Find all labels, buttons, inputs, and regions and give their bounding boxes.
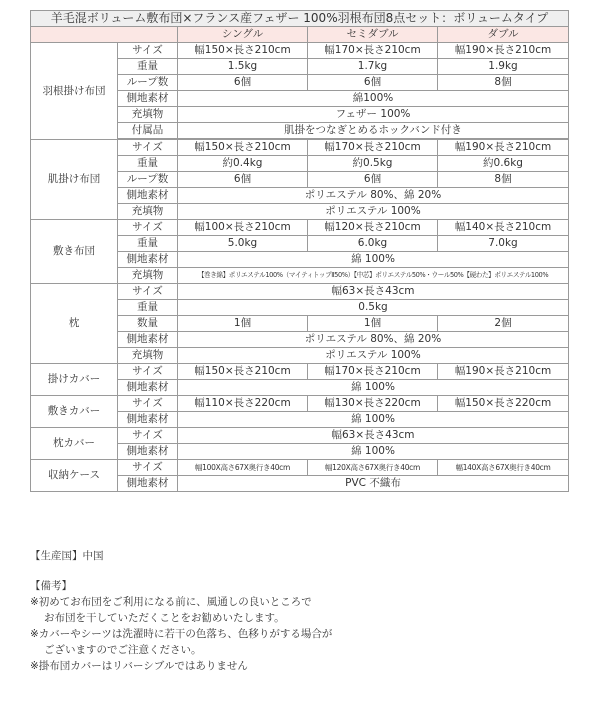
cell: 【巻き綿】ポリエステル100%（マイティトップⅡ50%）【中芯】ポリエステル50%・ウール50%【硬わた】ポリエステル100% (178, 268, 569, 284)
remark-line: ※初めてお布団をご利用になる前に、風通しの良いところで (30, 596, 312, 608)
cell: 6個 (178, 75, 308, 91)
attr-label: サイズ (118, 428, 178, 444)
cell: 幅100X高さ67X奥行き40cm (178, 460, 308, 476)
cell: 綿 100% (178, 444, 569, 460)
cell: 幅150×長さ210cm (178, 140, 308, 156)
cell: 綿 100% (178, 412, 569, 428)
cell: 幅120X高さ67X奥行き40cm (308, 460, 438, 476)
remark-line: ございますのでご注意ください。 (44, 644, 202, 656)
table-row (31, 140, 569, 156)
cell: 約0.6kg (438, 156, 569, 172)
attr-label: ループ数 (118, 75, 178, 91)
cell: 幅63×長さ43cm (178, 428, 569, 444)
spec-table (30, 10, 569, 492)
cell: 幅63×長さ43cm (178, 284, 569, 300)
col-semidouble: セミダブル (308, 27, 438, 43)
attr-label: サイズ (118, 364, 178, 380)
cell: 幅150×長さ210cm (178, 43, 308, 59)
attr-label: 付属品 (118, 123, 178, 139)
cell: 約0.4kg (178, 156, 308, 172)
title-row (31, 11, 569, 27)
category-makura: 枕 (31, 284, 118, 364)
cell: 8個 (438, 172, 569, 188)
cell: 6個 (308, 75, 438, 91)
attr-label: サイズ (118, 284, 178, 300)
col-double: ダブル (438, 27, 569, 43)
attr-label: ループ数 (118, 172, 178, 188)
cell: 幅140X高さ67X奥行き40cm (438, 460, 569, 476)
cell: 6個 (308, 172, 438, 188)
cell: 幅120×長さ210cm (308, 220, 438, 236)
cell: フェザー 100% (178, 107, 569, 123)
attr-label: サイズ (118, 220, 178, 236)
cell: 肌掛をつなぎとめるホックバンド付き (178, 123, 569, 139)
notes-gap (30, 564, 570, 578)
cell: ポリエステル 80%、綿 20% (178, 188, 569, 204)
category-case: 収納ケース (31, 460, 118, 492)
attr-label: 充填物 (118, 268, 178, 284)
table-row (31, 284, 569, 300)
attr-label: 側地素材 (118, 91, 178, 107)
attr-label: 側地素材 (118, 380, 178, 396)
remarks-title: 【備考】 (30, 580, 72, 592)
cell: 幅190×長さ210cm (438, 43, 569, 59)
category-futon: 羽根掛け布団 (31, 43, 118, 140)
attr-label: 側地素材 (118, 188, 178, 204)
cell: ポリエステル 100% (178, 348, 569, 364)
cell: 幅190×長さ210cm (438, 140, 569, 156)
table-row (31, 428, 569, 444)
cell: 綿 100% (178, 252, 569, 268)
table-row (31, 364, 569, 380)
notes-section (30, 548, 570, 674)
cell: 1個 (178, 316, 308, 332)
cell: 0.5kg (178, 300, 569, 316)
attr-label: 重量 (118, 236, 178, 252)
attr-label: 側地素材 (118, 332, 178, 348)
cell: 1.7kg (308, 59, 438, 75)
remark-line: ※カバーやシーツは洗濯時に若干の色落ち、色移りがする場合が (30, 628, 333, 640)
cell: 6個 (178, 172, 308, 188)
cell: 幅130×長さ220cm (308, 396, 438, 412)
remark-line: お布団を干していただくことをお勧めいたします。 (44, 612, 285, 624)
col-single: シングル (178, 27, 308, 43)
category-shiki: 敷き布団 (31, 220, 118, 284)
cell: 約0.5kg (308, 156, 438, 172)
attr-label: 重量 (118, 300, 178, 316)
attr-label: サイズ (118, 140, 178, 156)
header-blank (31, 27, 178, 43)
cell: 幅190×長さ210cm (438, 364, 569, 380)
cell: 1.5kg (178, 59, 308, 75)
table-row (31, 220, 569, 236)
attr-label: 側地素材 (118, 444, 178, 460)
attr-label: 側地素材 (118, 252, 178, 268)
attr-label: 充填物 (118, 107, 178, 123)
cell: 幅170×長さ210cm (308, 364, 438, 380)
cell: ポリエステル 80%、綿 20% (178, 332, 569, 348)
attr-label: 数量 (118, 316, 178, 332)
origin-text: 【生産国】中国 (30, 550, 104, 562)
attr-label: 重量 (118, 156, 178, 172)
attr-label: 側地素材 (118, 412, 178, 428)
category-shikicover: 敷きカバー (31, 396, 118, 428)
category-kakecover: 掛けカバー (31, 364, 118, 396)
cell: 幅110×長さ220cm (178, 396, 308, 412)
cell: PVC 不織布 (178, 476, 569, 492)
table-title: 羊毛混ボリューム敷布団×フランス産フェザー 100%羽根布団8点セット：ボリュームタイプ (31, 11, 569, 27)
table-row (31, 43, 569, 59)
category-hada: 肌掛け布団 (31, 140, 118, 220)
cell: 6.0kg (308, 236, 438, 252)
cell: 2個 (438, 316, 569, 332)
spec-table-wrapper (30, 10, 568, 492)
remark-line: ※掛布団カバーはリバーシブルではありません (30, 660, 248, 672)
cell: 1.9kg (438, 59, 569, 75)
cell: ポリエステル 100% (178, 204, 569, 220)
cell: 幅170×長さ210cm (308, 43, 438, 59)
attr-label: 充填物 (118, 348, 178, 364)
cell: 幅170×長さ210cm (308, 140, 438, 156)
attr-label: 重量 (118, 59, 178, 75)
cell: 綿100% (178, 91, 569, 107)
category-makuracover: 枕カバー (31, 428, 118, 460)
cell: 幅140×長さ210cm (438, 220, 569, 236)
attr-label: サイズ (118, 396, 178, 412)
cell: 8個 (438, 75, 569, 91)
attr-label: 側地素材 (118, 476, 178, 492)
cell: 7.0kg (438, 236, 569, 252)
cell: 5.0kg (178, 236, 308, 252)
cell: 綿 100% (178, 380, 569, 396)
cell: 幅150×長さ210cm (178, 364, 308, 380)
header-row (31, 27, 569, 43)
table-row (31, 460, 569, 476)
cell: 1個 (308, 316, 438, 332)
attr-label: サイズ (118, 43, 178, 59)
cell: 幅150×長さ220cm (438, 396, 569, 412)
table-row (31, 396, 569, 412)
cell: 幅100×長さ210cm (178, 220, 308, 236)
attr-label: 充填物 (118, 204, 178, 220)
attr-label: サイズ (118, 460, 178, 476)
